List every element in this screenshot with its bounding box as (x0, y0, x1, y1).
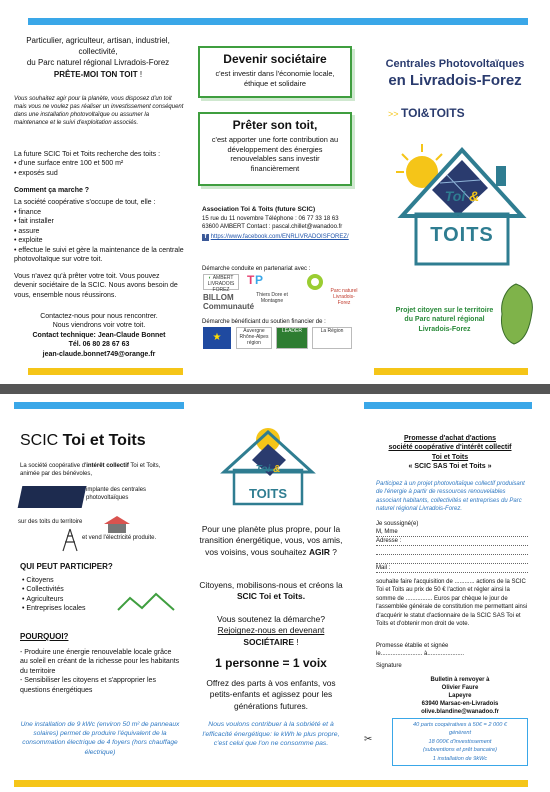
vote-slogan: 1 personne = 1 voix (215, 656, 327, 670)
assoc-address: 15 rue du 11 novembre Téléphone : 06 77 33 18 63 (202, 215, 339, 222)
field-name[interactable]: M, Mme (376, 528, 528, 537)
pourquoi-item: - Produire une énergie renouvelable locale grâce au soleil en créant de la richesse pour les habitants du territoire (20, 649, 180, 675)
field-address-2[interactable] (376, 546, 528, 555)
box-title: Prêter son toit, (232, 118, 318, 132)
brand-line (388, 106, 528, 120)
pourquoi-item: - Sensibiliser les citoyens et s'approprier les questions énergétiques (20, 677, 156, 694)
intro-line: du Parc naturel régional Livradois-Forez (26, 57, 170, 67)
qui-title: QUI PEUT PARTICIPER? (20, 562, 113, 571)
form-title: Promesse d'achat d'actions (403, 435, 497, 442)
bottom-yellow-bar (14, 780, 528, 787)
partner-logo-parc-text: Parc naturel Livradois-Forez (330, 288, 358, 306)
funder-logo-leader: LEADER (276, 327, 308, 349)
field-mail[interactable]: Mail : (376, 564, 528, 573)
parc-sun-icon (305, 272, 325, 292)
form-body: souhaite faire l'acquisition de ............ actions de la SCIC Toi et Toits au prix de 50 € l'action et régler ainsi la somme de ................ Euros par chèque le jour de l'assemblée générale de constitution me permettant ainsi d'acquérir le statut d'actionnaire de la SCIC SAS Toi et Toits et d'obtenir mon droit de vote. (376, 579, 528, 627)
form-intro: Participez à un projet photovoltaïque collectif produisant de l'énergie à partir de ressources renouvelables associant habitants, collectivités et entreprises du Parc naturel régional Livradois-Forez. (376, 481, 525, 513)
comment-item: • exploite (14, 236, 186, 245)
form-signature-block (376, 642, 528, 670)
contact-line: Nous viendrons voir votre toit. (52, 322, 146, 330)
chimney (496, 166, 506, 186)
brochure-outside-page (0, 0, 550, 384)
association-block (202, 206, 362, 241)
qui-item: • Entreprises locales (22, 604, 122, 613)
pretmoi-exclaim: ! (137, 70, 143, 80)
arrows-icon: >> (388, 109, 402, 119)
house-icon (102, 514, 132, 534)
installation-note: Une installation de 9 kWc (environ 50 m² de panneaux solaires) permet de produire l'équivalent de la consommation électrique de 4 foyers (hors chauffage électrique) (20, 721, 180, 756)
partner-logo-tepos (246, 272, 270, 290)
generations-paragraph: Offrez des parts à vos enfants, vos petits-enfants et agissez pour les générations futures. (206, 678, 336, 711)
scic-intro: La société coopérative d'intérêt collectif Toi et Toits, animée par des bénévoles, (20, 463, 161, 478)
box-preter-toit (198, 112, 352, 186)
form-header (372, 434, 528, 472)
logo-word-toi: Toi & (444, 188, 480, 204)
scissors-icon: ✂ (364, 734, 373, 745)
contact-block (14, 312, 184, 359)
form-fields (376, 520, 528, 573)
partner-logo-ambert: ◐ AMBERT LIVRADOIS FOREZ (203, 274, 239, 290)
date-place-line[interactable]: le......................... à...................... (376, 651, 465, 658)
box-subtitle: c'est investir dans l'économie locale, éthique et solidaire (215, 69, 335, 88)
signature-label: Signature (376, 663, 402, 670)
top-blue-bar-left (14, 402, 184, 409)
intro-italic-paragraph: Vous souhaitez agir pour la planète, vous disposez d'un toit mais vous ne voulez pas réaliser un investissement conséquent dans une installation photovoltaïque ou assumer la maintenance et le suivi d'exploitation associés. (14, 96, 184, 127)
top-blue-bar-right (364, 402, 532, 409)
caption-implante: implante des centrales photovoltaïques (86, 487, 147, 502)
assoc-address: 63600 AMBERT Contact : pascal.chillet@wanadoo.fr (202, 223, 343, 230)
funders-label: Démarche bénéficiant du soutien financier de : (202, 319, 326, 325)
box-title: Devenir sociétaire (223, 52, 327, 66)
landscape-icon (116, 590, 176, 614)
mobilisons-paragraph: Citoyens, mobilisons-nous et créons la SCIC Toi et Toits. (199, 580, 343, 602)
territory-map-icon (496, 282, 536, 346)
brand-name: TOI&TOITS (401, 106, 465, 120)
scic-title: SCIC Toi et Toits (20, 432, 146, 449)
sobriete-note: Nous voulons contribuer à la sobriété et à l'efficacité énergétique: le kWh le plus propre, c'est celui que l'on ne consomme pas. (202, 721, 340, 748)
field-address-3[interactable] (376, 555, 528, 564)
comment-title: Comment ça marche ? (14, 187, 90, 194)
assoc-name: Association Toi & Toits (future SCIC) (202, 206, 316, 213)
title-line-1: Centrales Photovoltaïques (385, 58, 525, 70)
pourquoi-title: POURQUOI? (20, 632, 69, 641)
partner-logo-billom: BILLOM Communauté (203, 293, 255, 311)
top-blue-bar (28, 18, 528, 25)
qui-list (22, 576, 122, 614)
bulletin-email[interactable]: olive.blandine@wanadoo.fr (421, 709, 499, 716)
svg-text:P: P (255, 273, 264, 286)
logo-word-toits: TOITS (248, 486, 288, 501)
comment-item: • fait installer (14, 217, 186, 226)
svg-text:T: T (247, 273, 255, 286)
title-place: Livradois-Forez (410, 71, 522, 89)
contact-phone: Tél. 06 80 28 67 63 (68, 341, 130, 349)
field-label-je: Je soussigné(e) (376, 521, 419, 527)
caption-vend: et vend l'électricité produite. (82, 535, 157, 541)
form-company: Toi et Toits (431, 453, 469, 461)
facebook-link[interactable]: https://www.facebook.com/ENRLIVRADOISFOREZ/ (210, 233, 349, 240)
investment-box: 40 parts coopératives à 50€ = 2 000 € génèrent 18 000€ d'investissement (subventions et prêt bancaire) 1 installation de 9kWc (392, 718, 528, 766)
funder-logo-region: Auvergne Rhône-Alpes région (236, 327, 272, 349)
intro-line: Particulier, agriculteur, artisan, industriel, (26, 36, 170, 45)
bottom-yellow-bar-right (374, 368, 528, 375)
partners-label: Démarche conduite en partenariat avec : (202, 266, 311, 272)
qui-item: • Citoyens (22, 576, 122, 585)
comment-item: • assure (14, 227, 186, 236)
box-devenir-societaire (198, 46, 352, 98)
contact-email[interactable]: jean-claude.bonnet749@orange.fr (42, 350, 156, 358)
bottom-yellow-bar-left (28, 368, 183, 375)
future-item: • d'une surface entre 100 et 500 m² (14, 159, 186, 168)
tepos-icon (246, 272, 270, 286)
pourquoi-list (20, 648, 180, 695)
form-company-legal: « SCIC SAS Toi et Toits » (408, 463, 492, 471)
title-en: en (388, 71, 410, 89)
brochure-inside-page (0, 394, 550, 792)
form-subtitle: société coopérative d'intérêt collectif (388, 444, 512, 452)
share-paragraph: Vous n'avez qu'à prêter votre toit. Vous pouvez devenir sociétaire de la SCIC. Nous avons besoin de vous, ensemble nous réussirons. (14, 273, 178, 299)
pretmoi-heading: PRÊTE-MOI TON TOIT (53, 70, 138, 80)
partner-logo-thiers: Thiers Dore et Montagne (256, 292, 288, 304)
qui-item: • Collectivités (22, 585, 122, 594)
facebook-icon: f (202, 234, 209, 241)
comment-block (14, 186, 186, 265)
future-line: La future SCIC Toi et Toits recherche des toits : (14, 151, 161, 158)
toi-toits-house-logo (392, 130, 532, 280)
contact-tech: Contact technique: Jean-Claude Bonnet (32, 331, 166, 339)
pylon-icon (60, 528, 80, 552)
field-address[interactable]: Adresse : (376, 537, 528, 546)
solar-panel-image (18, 486, 87, 508)
bulletin-address: Bulletin à renvoyer à Olivier Faure Lapeyre 63940 Marsac-en-Livradois olive.blandine@wanadoo.fr (392, 676, 528, 716)
future-block (14, 150, 186, 178)
box-subtitle: c'est apporter une forte contribution au développement des énergies renouvelables sans investir financièrement (211, 135, 339, 173)
future-item: • exposés sud (14, 169, 186, 178)
intro-line: collectivité, (78, 46, 118, 56)
contact-line: Contactez-nous pour nous rencontrer. (40, 313, 158, 320)
comment-intro: La société coopérative s'occupe de tout, elle : (14, 199, 156, 207)
soutien-paragraph: Vous soutenez la démarche? Rejoignez-nous en devenant SOCIÉTAIRE ! (216, 614, 325, 647)
comment-item: • finance (14, 208, 186, 217)
intro-block (8, 36, 188, 81)
logo-word-toits: TOITS (430, 224, 494, 246)
main-title (380, 58, 530, 91)
caption-toits: sur des toits du territoire (18, 519, 83, 525)
comment-item: • effectue le suivi et gère la maintenance de la centrale photovoltaïque sur votre toit. (14, 246, 186, 265)
qui-item: • Agriculteurs (22, 595, 122, 604)
projet-text: Projet citoyen sur le territoire du Parc naturel régional Livradois-Forez (395, 307, 494, 333)
promesse-line: Promesse établie et signée (376, 643, 449, 649)
agir-paragraph: Pour une planète plus propre, pour la transition énergétique, vous, vos amis, vos voisins, vous souhaitez AGIR ? (199, 524, 343, 557)
funder-logo-laregion: La Région (312, 327, 352, 349)
logo-word-toi: Toi & (255, 464, 281, 475)
eu-flag-icon: ★ (203, 327, 231, 349)
